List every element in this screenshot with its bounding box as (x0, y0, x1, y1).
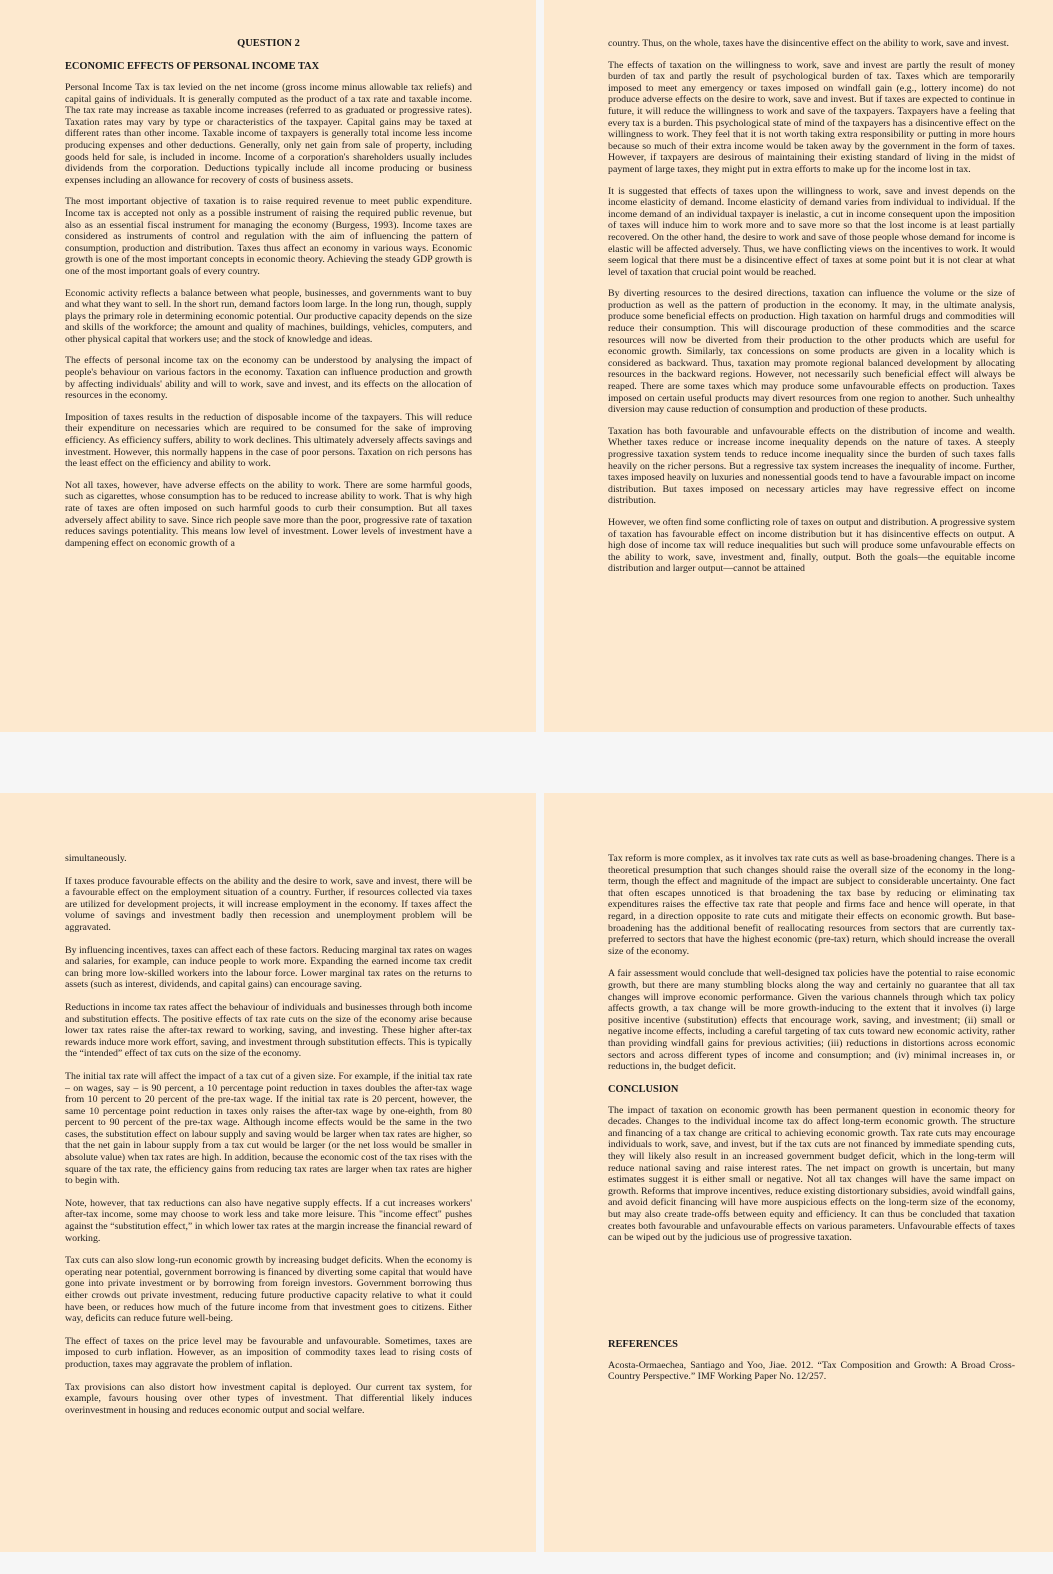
conclusion-paragraph: The impact of taxation on economic growth has been permanent question in economic theory for decades. Changes to the individual income tax do affect long-term economic growth. The structure and financing of a tax change are critical to achieving economic growth. Tax rate cuts may encourage individuals to work, save, and invest, but if the tax cuts are not financed by immediate spending cuts, they will likely also result in an increased government budget deficit, which in the long-term will reduce national saving and raise interest rates. The net impact on growth is uncertain, but many estimates suggest it is either small or negative. Not all tax changes will have the same impact on growth. Reforms that improve incentives, reduce existing distortionary subsidies, avoid windfall gains, and avoid deficit financing will have more auspicious effects on the long-term size of the economy, but may also create trade-offs between equity and efficiency. It can thus be concluded that taxation creates both favourable and unfavourable effects on various parameters. Unfavourable effects of taxes can be wiped out by the judicious use of progressive taxation. (608, 1104, 1015, 1244)
references-heading: REFERENCES (608, 1338, 678, 1350)
paragraph: The effects of personal income tax on the economy can be understood by analysing the impact of people's behaviour on various factors in the economy. Taxation can influence production and growth by affecting individuals' ability and will to work, save and invest, and its effects on the allocation of resources in the economy. (65, 355, 472, 402)
paragraph: The initial tax rate will affect the impact of a tax cut of a given size. For example, if the initial tax rate – on wages, say – is 90 percent, a 10 percentage point reduction in taxes doubles the after-tax wage from 10 percent to 20 percent of the pre-tax wage. If the initial tax rate is 20 percent, however, the same 10 percentage point reduction in taxes only raises the after-tax wage by one-eighth, from 80 percent to 90 percent of the pre-tax wage. Although income effects would be the same in the two cases, the substitution effect on labour supply and saving would be larger when tax rates are higher, so that the net gain in labour supply from a tax cut would be larger (or the net loss would be smaller in absolute value) when tax rates are high. In addition, because the economic cost of the tax rises with the square of the tax rate, the efficiency gains from reducing tax rates are larger when tax rates are higher to begin with. (65, 1070, 472, 1187)
conclusion-heading: CONCLUSION (608, 1083, 679, 1095)
paragraph: By diverting resources to the desired directions, taxation can influence the volume or the size of production as well as the pattern of production in the economy. It may, in the ultimate analysis, produce some beneficial effects on production. High taxation on harmful drugs and commodities will reduce their consumption. This will discourage production of these commodities and the scarce resources will now be diverted from their production to the other products which are useful for economic growth. Similarly, tax concessions on some products are given in a locality which is considered as backward. Thus, taxation may promote regional balanced development by allocating resources in the backward regions. However, not necessarily such beneficial effect will always be reaped. There are some taxes which may produce some unfavourable effects on production. Taxes imposed on certain useful products may divert resources from one region to another. Such unhealthy diversion may cause reduction of consumption and production of these products. (608, 288, 1015, 416)
document-page-2 (544, 0, 1053, 732)
reference-entry: Acosta-Ormaechea, Santiago and Yoo, Jiae. 2012. “Tax Composition and Growth: A Broad Cross-Country Perspective.” IMF Working Paper No. 12/257. (608, 1359, 1015, 1383)
paragraph: Not all taxes, however, have adverse effects on the ability to work. There are some harmful goods, such as cigarettes, whose consumption has to be reduced to increase ability to work. That is why high rate of taxes are often imposed on such harmful goods to curb their consumption. But all taxes adversely affect ability to save. Since rich people save more than the poor, progressive rate of taxation reduces savings potentiality. This means low level of investment. Lower levels of investment have a dampening effect on economic growth of a (65, 479, 472, 549)
paragraph: country. Thus, on the whole, taxes have the disincentive effect on the ability to work, save and invest. (608, 38, 1010, 49)
paragraph: It is suggested that effects of taxes upon the willingness to work, save and invest depends on the income elasticity of demand. Income elasticity of demand varies from individual to individual. If the income demand of an individual taxpayer is inelastic, a cut in income consequent upon the imposition of taxes will induce him to work more and to save more so that the lost income is at least partially recovered. On the other hand, the desire to work and save of those people whose demand for income is elastic will be affected adversely. Thus, we have conflicting views on the incentives to work. It would seem logical that there must be a disincentive effect of taxes at some point but it is not clear at what level of taxation that crucial point would be reached. (608, 185, 1015, 278)
paragraph: Tax cuts can also slow long-run economic growth by increasing budget deficits. When the economy is operating near potential, government borrowing is financed by diverting some capital that would have gone into private investment or by borrowing from foreign investors. Government borrowing thus either crowds out private investment, reducing future productive capacity relative to what it could have been, or reduces how much of the future income from that investment goes to citizens. Either way, deficits can reduce future well-being. (65, 1255, 472, 1325)
paragraph: Taxation has both favourable and unfavourable effects on the distribution of income and wealth. Whether taxes reduce or increase income inequality depends on the nature of taxes. A steeply progressive taxation system tends to reduce income inequality since the burden of such taxes falls heavily on the richer persons. But a regressive tax system increases the inequality of income. Further, taxes imposed heavily on luxuries and nonessential goods tend to have a favourable impact on income distribution. But taxes imposed on necessary articles may have regressive effect on income distribution. (608, 425, 1015, 507)
paragraph: Note, however, that tax reductions can also have negative supply effects. If a cut increases workers' after-tax income, some may choose to work less and take more leisure. This "income effect" pushes against the “substitution effect,” in which lower tax rates at the margin increase the financial reward of working. (65, 1197, 472, 1244)
paragraph: Economic activity reflects a balance between what people, businesses, and governments want to buy and what they want to sell. In the short run, demand factors loom large. In the long run, though, supply plays the primary role in determining economic potential. Our productive capacity depends on the size and skills of the workforce; the amount and quality of machines, buildings, vehicles, computers, and other physical capital that workers use; and the stock of knowledge and ideas. (65, 287, 472, 345)
paragraph: Personal Income Tax is tax levied on the net income (gross income minus allowable tax reliefs) and capital gains of individuals. It is generally computed as the product of a tax rate and taxable income. The tax rate may increase as taxable income increases (referred to as graduated or progressive rates). Taxation rates may vary by type or characteristics of the taxpayer. Capital gains may be taxed at different rates than other income. Taxable income of taxpayers is generally total income less income producing expenses and other deductions. Generally, only net gain from sale of property, including goods held for sale, is included in income. Income of a corporation's shareholders usually includes dividends from the corporation. Deductions typically include all income producing or business expenses including an allowance for recovery of costs of business assets. (65, 82, 472, 186)
paragraph: Imposition of taxes results in the reduction of disposable income of the taxpayers. This will reduce their expenditure on necessaries which are required to be consumed for the sake of improving efficiency. As efficiency suffers, ability to work declines. This ultimately adversely affects savings and investment. However, this normally happens in the case of poor persons. Taxation on rich persons has the least effect on the efficiency and ability to work. (65, 411, 472, 470)
paragraph: The effect of taxes on the price level may be favourable and unfavourable. Sometimes, taxes are imposed to curb inflation. However, as an imposition of commodity taxes lead to rising costs of production, taxes may aggravate the problem of inflation. (65, 1335, 472, 1370)
spacer (608, 1255, 1015, 1339)
paragraph: Reductions in income tax rates affect the behaviour of individuals and businesses through both income and substitution effects. The positive effects of tax rate cuts on the size of the economy arise because lower tax rates raise the after-tax reward to working, saving, and investing. These higher after-tax rewards induce more work effort, saving, and investment through substitution effects. This is typically the “intended” effect of tax cuts on the size of the economy. (65, 1001, 472, 1060)
paragraph: The effects of taxation on the willingness to work, save and invest are partly the result of money burden of tax and partly the result of psychological burden of tax. Taxes which are temporarily imposed to meet any emergency or taxes imposed on windfall gain (e.g., lottery income) do not produce adverse effects on the desire to work, save and invest. But if taxes are expected to continue in future, it will reduce the willingness to work and save of the taxpayers. Taxpayers have a feeling that every tax is a burden. This psychological state of mind of the taxpayers has a disincentive effect on the willingness to work. They feel that it is not worth taking extra responsibility or putting in more hours because so much of their extra income would be taken away by the government in the form of taxes. However, if taxpayers are desirous of maintaining their existing standard of living in the midst of payment of large taxes, they might put in extra efforts to make up for the income lost in tax. (608, 59, 1015, 175)
paragraph: If taxes produce favourable effects on the ability and the desire to work, save and invest, there will be a favourable effect on the employment situation of a country. Further, if resources collected via taxes are utilized for development projects, it will increase employment in the economy. If taxes affect the volume of savings and investment badly then recession and unemployment problem will be aggravated. (65, 875, 472, 933)
section-title: ECONOMIC EFFECTS OF PERSONAL INCOME TAX (65, 61, 320, 72)
paragraph: Tax reform is more complex, as it involves tax rate cuts as well as base-broadening changes. There is a theoretical presumption that such changes should raise the overall size of the economy in the long-term, though the effect and magnitude of the impact are subject to considerable uncertainty. One fact that often escapes unnoticed is that broadening the tax base by reducing or eliminating tax expenditures raises the effective tax rate that people and firms face and hence will operate, in that regard, in a direction opposite to rate cuts and mitigate their effects on economic growth. But base-broadening has the additional benefit of reallocating resources from sectors that are currently tax-preferred to sectors that have the highest economic (pre-tax) return, which should increase the overall size of the economy. (608, 853, 1015, 957)
paragraph: A fair assessment would conclude that well-designed tax policies have the potential to raise economic growth, but there are many stumbling blocks along the way and certainly no guarantee that all tax changes will improve economic performance. Given the various channels through which tax policy affects growth, a tax change will be more growth-inducing to the extent that it involves (i) large positive incentive (substitution) effects that encourage work, saving, and investment; (ii) small or negative income effects, including a careful targeting of tax cuts toward new economic activity, rather than providing windfall gains for previous activities; (iii) reductions in distortions across economic sectors and across different types of income and consumption; and (iv) minimal increases in, or reductions in, the budget deficit. (608, 968, 1015, 1073)
document-page-1 (0, 0, 536, 732)
document-page-4 (544, 793, 1053, 1552)
document-page-3 (0, 793, 536, 1552)
paragraph: simultaneously. (65, 853, 127, 864)
paragraph: Tax provisions can also distort how investment capital is deployed. Our current tax system, for example, favours housing over other types of investment. That differential likely induces overinvestment in housing and reduces economic output and social welfare. (65, 1381, 472, 1416)
paragraph: However, we often find some conflicting role of taxes on output and distribution. A progressive system of taxation has favourable effect on income distribution but it has disincentive effects on output. A high dose of income tax will reduce inequalities but such will produce some unfavourable effects on the ability to work, save, investment and, finally, output. Both the goals—the equitable income distribution and larger output—cannot be attained (608, 516, 1015, 575)
paragraph: By influencing incentives, taxes can affect each of these factors. Reducing marginal tax rates on wages and salaries, for example, can induce people to work more. Expanding the earned income tax credit can bring more low-skilled workers into the labour force. Lower marginal tax rates on the returns to assets (such as interest, dividends, and capital gains) can encourage saving. (65, 944, 472, 991)
question-title: QUESTION 2 (237, 38, 300, 49)
paragraph: The most important objective of taxation is to raise required revenue to meet public expenditure. Income tax is accepted not only as a possible instrument of raising the required public revenue, but also as an essential fiscal instrument for managing the economy (Burgess, 1993). Income taxes are considered as instruments of control and regulation with the aim of influencing the pattern of consumption, production and distribution. Taxes thus affect an economy in various ways. Economic growth is one of the most important concepts in economic theory. Achieving the steady GDP growth is one of the most important goals of every country. (65, 196, 472, 277)
